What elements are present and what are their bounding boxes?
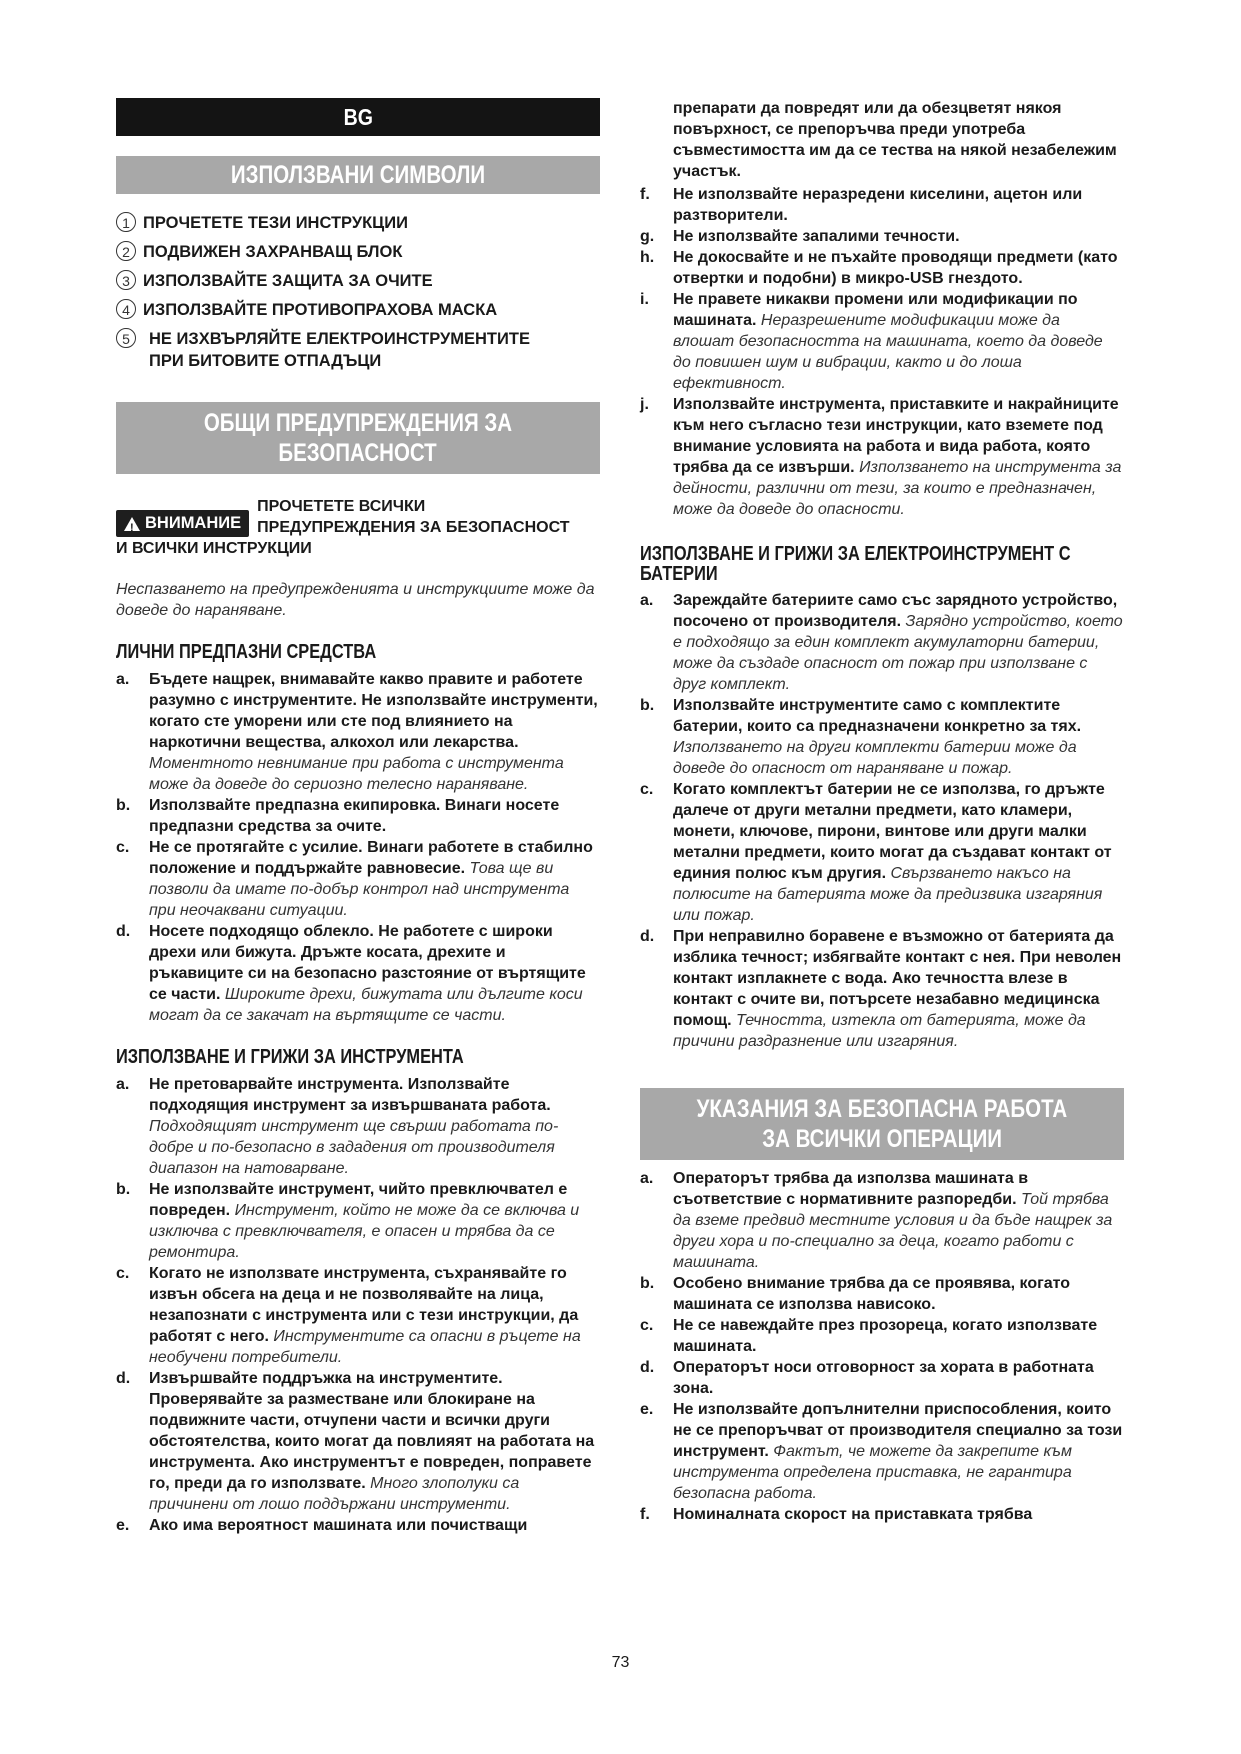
item-bold: При неправилно боравене е възможно от батерията да изблика течност; избягвайте контакт с нея. При неволен контакт изплакнете с вода. Ако течността влезе в контакт с очите ви, потърсете незабавно медицинска помощ. — [673, 928, 1122, 1029]
item-bold: Бъдете нащрек, внимавайте какво правите и работете разумно с инструментите. Не използвайте инструменти, когато сте уморени или сте под влиянието на наркотични вещества, алкохол или лекарства. — [149, 671, 598, 751]
item-bold: Когато комплектът батерии не се използва, го дръжте далече от други метални предмети, като кламери, монети, ключове, пирони, винтове или други малки метални предмети, които могат да създават контакт от единия полюс към другия. — [673, 781, 1112, 882]
tooluse-title — [116, 1046, 600, 1068]
item-italic: Използването на други комплекти батерии може да доведе до опасност от нараняване и пожар. — [673, 739, 1077, 777]
item-italic: Фактът, че можете да закрепите към инструмента определена приставка, не гарантира безопасна работа. — [673, 1443, 1072, 1502]
item-letter: c. — [640, 1317, 654, 1334]
item-bold: Номиналната скорост на приставката трябва — [673, 1506, 1033, 1523]
personal-title-text: ЛИЧНИ ПРЕДПАЗНИ СРЕДСТВА — [116, 641, 377, 663]
item-bold: Не се навеждайте през прозореца, когато използвате машината. — [673, 1317, 1098, 1355]
item-bold: Операторът трябва да използва машината в съответствие с нормативните разпоредби. — [673, 1170, 1029, 1208]
item-bold: Не използвайте неразредени киселини, ацетон или разтворители. — [673, 186, 1083, 224]
symbol-item — [116, 212, 600, 234]
general-header-line2: БЕЗОПАСНОСТ — [278, 439, 438, 467]
list-item — [640, 184, 1124, 226]
item-bold: Ако има вероятност машината или почистващи — [149, 1517, 528, 1534]
item-letter: e. — [640, 1401, 654, 1418]
list-item — [116, 1515, 600, 1536]
item-letter: c. — [116, 1265, 130, 1282]
item-letter: c. — [116, 839, 130, 856]
item-letter: f. — [640, 186, 650, 203]
item-bold: Не използвайте допълнителни приспособления, които не се препоръчват от производителя специално за този инструмент. — [673, 1401, 1123, 1460]
item-letter: d. — [640, 1359, 655, 1376]
list-item — [116, 1179, 600, 1263]
item-letter: d. — [116, 1370, 131, 1387]
item-letter: b. — [640, 697, 655, 714]
list-item — [640, 1357, 1124, 1399]
warning-line2: ПРЕДУПРЕЖДЕНИЯ ЗА БЕЗОПАСНОСТ — [257, 519, 570, 536]
battery-title-line2: БАТЕРИИ — [640, 563, 718, 585]
item-letter: c. — [640, 781, 654, 798]
item-bold: Не използвайте инструмент, чийто превключвател е повреден. — [149, 1181, 568, 1219]
list-item — [116, 1368, 600, 1515]
warning-triangle-icon — [124, 517, 140, 531]
item-bold: Използвайте инструмента, приставките и накрайниците към него съгласно тези инструкции, като вземете под внимание условията на работа и вида работа, която трябва да се извърши. — [673, 396, 1119, 476]
item-letter: h. — [640, 249, 655, 266]
item-bold: Особено внимание трябва да се проявява, когато машината се използва нависоко. — [673, 1275, 1071, 1313]
item-bold: Операторът носи отговорност за хората в работната зона. — [673, 1359, 1094, 1397]
list-item — [640, 394, 1124, 520]
item-letter: f. — [640, 1506, 650, 1523]
list-item — [116, 921, 600, 1026]
item-bold: Не използвайте запалими течности. — [673, 228, 960, 245]
symbols-list — [116, 212, 600, 372]
symbol-text-line2: ПРИ БИТОВИТЕ ОТПАДЪЦИ — [149, 352, 382, 370]
item-italic: Той трябва да вземе предвид местните условия и да бъде нащрек за други хора и по-специално за деца, когато работи с машината. — [673, 1191, 1113, 1271]
symbol-text: ИЗПОЛЗВАЙТЕ ПРОТИВОПРАХОВА МАСКА — [143, 301, 498, 319]
symbol-text: ПРОЧЕТЕТЕ ТЕЗИ ИНСТРУКЦИИ — [143, 214, 408, 232]
page-number: 73 — [611, 1654, 630, 1671]
list-item — [116, 795, 600, 837]
list-item — [640, 1315, 1124, 1357]
symbol-number: 2 — [116, 241, 136, 261]
item-bold: Носете подходящо облекло. Не работете с широки дрехи или бижута. Дръжте косата, дрехите и ръкавиците си на безопасно разстояние от въртящите се части. — [149, 923, 586, 1003]
personal-title — [116, 641, 600, 663]
item-italic: Подходящият инструмент ще свърши работата по-добре и по-безопасно в зададения от производителя диапазон на натоварване. — [149, 1118, 559, 1177]
continued-text: препарати да повредят или да обезцветят някоя повърхност, се препоръчва преди употреба съвместимостта им да се тества на някой незабележим участък. — [673, 100, 1117, 180]
item-italic: Инструмент, който не може да се включва и изключва с превключвателя, е опасен и трябва да се ремонтира. — [149, 1202, 580, 1261]
warning-block — [116, 496, 600, 559]
list-item — [640, 289, 1124, 394]
item-italic: Много злополуки са причинени от лошо поддържани инструменти. — [149, 1475, 520, 1513]
symbol-number: 4 — [116, 299, 136, 319]
symbol-number: 5 — [116, 328, 136, 348]
list-item — [640, 226, 1124, 247]
symbol-item — [116, 270, 600, 292]
item-letter: a. — [116, 1076, 130, 1093]
item-italic: Течността, изтекла от батерията, може да причини раздразнение или изгаряния. — [673, 1012, 1086, 1050]
symbol-item — [116, 241, 600, 263]
continued-item — [640, 98, 1124, 182]
list-item — [116, 1263, 600, 1368]
item-letter: a. — [116, 671, 130, 688]
warning-badge — [116, 510, 249, 537]
warning-line1: ПРОЧЕТЕТЕ ВСИЧКИ — [257, 498, 426, 515]
item-bold: Не претоварвайте инструмента. Използвайте подходящия инструмент за извършваната работа. — [149, 1076, 551, 1114]
item-italic: Свързването накъсо на полюсите на батерията може да предизвика изгаряния или пожар. — [673, 865, 1103, 924]
symbols-header-text: ИЗПОЛЗВАНИ СИМВОЛИ — [230, 161, 486, 189]
item-letter: i. — [640, 291, 649, 308]
symbols-header — [116, 156, 600, 194]
list-item — [640, 1273, 1124, 1315]
symbol-item — [116, 299, 600, 321]
left-column — [116, 98, 600, 1536]
list-item — [640, 590, 1124, 695]
language-bar — [116, 98, 600, 136]
symbol-text: НЕ ИЗХВЪРЛЯЙТЕ ЕЛЕКТРОИНСТРУМЕНТИТЕ — [149, 330, 530, 348]
tooluse-title-text: ИЗПОЛЗВАНЕ И ГРИЖИ ЗА ИНСТРУМЕНТА — [116, 1046, 464, 1068]
list-item — [116, 669, 600, 795]
item-italic: Инструментите са опасни в ръцете на необучени потребители. — [149, 1328, 581, 1366]
item-italic: Неразрешените модификации може да влошат безопасността на машината, което да доведе до повишен шум и вибрации, както и до лоша ефективност. — [673, 312, 1103, 392]
general-header-line1: ОБЩИ ПРЕДУПРЕЖДЕНИЯ ЗА — [203, 409, 513, 437]
item-bold: Не докосвайте и не пъхайте проводящи предмети (като отвертки и подобни) в микро-USB гнездото. — [673, 249, 1118, 287]
item-letter: b. — [116, 1181, 131, 1198]
list-item — [640, 247, 1124, 289]
item-letter: d. — [116, 923, 131, 940]
item-bold: Използвайте предпазна екипировка. Винаги носете предпазни средства за очите. — [149, 797, 560, 835]
item-italic: Това ще ви позволи да имате по-добър контрол над инструмента при неочаквани ситуации. — [149, 860, 570, 919]
list-item — [640, 926, 1124, 1052]
item-letter: j. — [640, 396, 649, 413]
item-letter: b. — [640, 1275, 655, 1292]
warning-badge-label: ВНИМАНИЕ — [145, 514, 242, 532]
symbol-number: 3 — [116, 270, 136, 290]
symbol-text: ПОДВИЖЕН ЗАХРАНВАЩ БЛОК — [143, 243, 403, 261]
item-italic: Зарядно устройство, което е подходящо за един комплект акумулаторни батерии, може да създаде опасност от пожар при използване с друг комплект. — [673, 613, 1123, 693]
symbol-text: ИЗПОЛЗВАЙТЕ ЗАЩИТА ЗА ОЧИТЕ — [143, 272, 433, 290]
warning-line3: И ВСИЧКИ ИНСТРУКЦИИ — [116, 540, 312, 557]
symbol-item — [116, 328, 600, 372]
item-italic: Моментното невнимание при работа с инструмента може да доведе до сериозно телесно нараняване. — [149, 755, 564, 793]
item-bold: Зареждайте батериите само със зарядното устройство, посочено от производителя. — [673, 592, 1118, 630]
right-column — [640, 98, 1124, 1525]
item-italic: Широките дрехи, бижутата или дългите коси могат да се закачат на въртящите се части. — [149, 986, 583, 1024]
symbol-number: 1 — [116, 212, 136, 232]
item-bold: Извършвайте поддръжка на инструментите. Проверявайте за разместване или блокиране на подвижните части, отчупени части и всички други обстоятелства, които могат да повлияят на работата на инструмента. Ако инструментът е повреден, поправете го, преди да го използвате. — [149, 1370, 595, 1492]
item-bold: Когато не използвате инструмента, съхранявайте го извън обсега на деца и не позволявайте на лица, незапознати с инструмента или с тези инструкции, да работят с него. — [149, 1265, 579, 1345]
item-letter: b. — [116, 797, 131, 814]
list-item — [640, 695, 1124, 779]
item-letter: g. — [640, 228, 655, 245]
list-item — [640, 1168, 1124, 1273]
item-bold: Не се протягайте с усилие. Винаги работете в стабилно положение и поддържайте равновесие. — [149, 839, 593, 877]
battery-title — [640, 544, 1124, 584]
safe-operation-header — [640, 1088, 1124, 1160]
intro-italic: Неспазването на предупрежденията и инструкциите може да доведе до нараняване. — [116, 581, 595, 619]
battery-title-line1: ИЗПОЛЗВАНЕ И ГРИЖИ ЗА ЕЛЕКТРОИНСТРУМЕНТ С — [640, 543, 1071, 565]
general-warnings-header — [116, 402, 600, 474]
safe-header-line2: ЗА ВСИЧКИ ОПЕРАЦИИ — [762, 1125, 1002, 1153]
list-item — [116, 1074, 600, 1179]
item-bold: Не правете никакви промени или модификации по машината. — [673, 291, 1078, 329]
item-letter: a. — [640, 1170, 654, 1187]
item-letter: e. — [116, 1517, 130, 1534]
list-item — [640, 1399, 1124, 1504]
item-italic: Използването на инструмента за дейности, различни от тези, за които е предназначен, може да доведе до опасности. — [673, 459, 1122, 518]
item-letter: a. — [640, 592, 654, 609]
list-item — [116, 837, 600, 921]
language-label: BG — [343, 104, 373, 130]
safe-header-line1: УКАЗАНИЯ ЗА БЕЗОПАСНА РАБОТА — [696, 1095, 1068, 1123]
list-item — [640, 1504, 1124, 1525]
item-letter: d. — [640, 928, 655, 945]
list-item — [640, 779, 1124, 926]
item-bold: Използвайте инструментите само с комплектите батерии, които са предназначени конкретно за тях. — [673, 697, 1082, 735]
